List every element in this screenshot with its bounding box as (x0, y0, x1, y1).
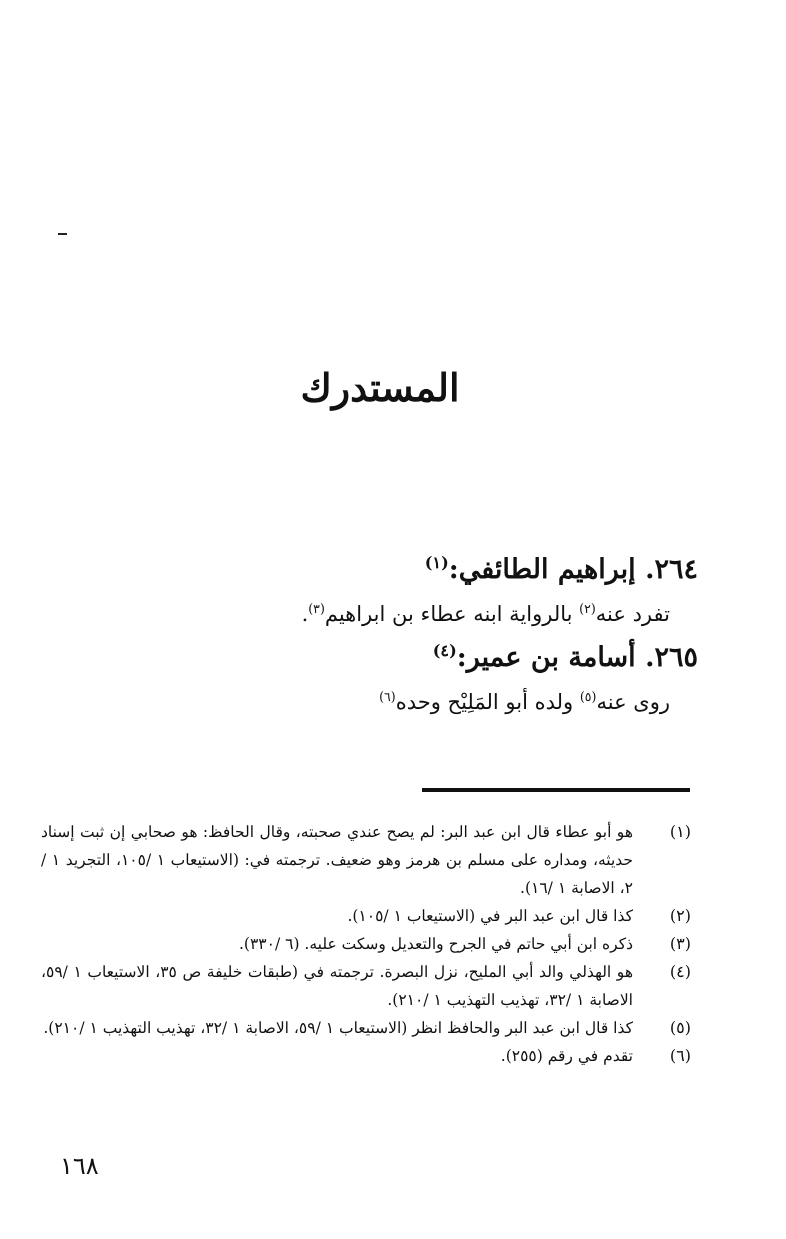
footnote-text: هو الهذلي والد أبي المليح، نزل البصرة. ترجمته في (طبقات خليفة ص ٣٥، الاستيعاب ١ /٥٩، الاصابة ١ /٣٢، تهذيب التهذيب ١ /٢١٠). (41, 963, 633, 1009)
footnote-separator (422, 788, 690, 792)
footnote-ref: (٦) (379, 689, 396, 704)
footnote-number: (٥) (669, 1018, 691, 1037)
footnote-number: (١) (669, 822, 691, 841)
footnote-item (41, 958, 691, 1014)
footnote-text: كذا قال ابن عبد البر والحافظ انظر (الاستيعاب ١ /٥٩، الاصابة ١ /٣٢، تهذيب التهذيب ١ /٢١٠). (43, 1019, 633, 1037)
footnote-item (41, 930, 691, 958)
footnote-text: ذكره ابن أبي حاتم في الجرح والتعديل وسكت عليه. (٦ /٣٣٠). (238, 935, 633, 953)
footnote-text: تقدم في رقم (٢٥٥). (500, 1047, 633, 1065)
entries-list (58, 548, 698, 724)
entry-text: بالرواية ابنه عطاء بن ابراهيم (324, 602, 580, 626)
footnote-ref: (٥) (579, 689, 597, 704)
entry-name: أسامة بن عمير: (456, 642, 636, 673)
entry-heading: ٢٦٥. أسامة بن عمير:$^{(٤)}$ (432, 641, 698, 673)
footnote-item (41, 818, 691, 902)
section-title: المستدرك (300, 365, 460, 410)
footnote-number: (٣) (669, 934, 691, 953)
entry-body (58, 592, 698, 636)
entry-text: روى عنه (596, 690, 670, 714)
entry-264 (58, 548, 698, 636)
entry-name: إبراهيم الطائفي: (448, 554, 636, 585)
footnote-ref: (٣) (308, 601, 325, 616)
entry-text: تفرد عنه (595, 602, 670, 626)
entry-number: ٢٦٤ (654, 554, 698, 585)
footnote-ref: (٢) (579, 601, 596, 616)
footnote-number: (٤) (669, 962, 691, 981)
margin-mark (58, 233, 67, 235)
footnote-item (41, 902, 691, 930)
page-number: ١٦٨ (60, 1152, 99, 1180)
entry-body (58, 680, 698, 724)
entry-heading: ٢٦٤. إبراهيم الطائفي:$^{(١)}$ (424, 553, 698, 585)
footnote-ref: (١) (424, 553, 449, 572)
entry-text: . (301, 602, 309, 626)
footnote-text: كذا قال ابن عبد البر في (الاستيعاب ١ /١٠٥). (347, 907, 633, 925)
footnote-item (41, 1014, 691, 1042)
entry-text: ولده أبو المَلِيْح وحده (395, 690, 580, 714)
footnote-number: (٢) (669, 906, 691, 925)
footnote-item (41, 1042, 691, 1070)
footnote-text: هو أبو عطاء قال ابن عبد البر: لم يصح عندي صحبته، وقال الحافظ: هو صحابي إن ثبت إسناد حديثه، ومداره على مسلم بن هرمز وهو ضعيف. ترجمته في: (الاستيعاب ١ /١٠٥، التجريد ١ /٢، الاصابة ١ /١٦). (41, 823, 633, 897)
footnote-number: (٦) (669, 1046, 691, 1065)
entry-number: ٢٦٥ (654, 642, 698, 673)
footnote-ref: (٤) (432, 641, 457, 660)
entry-265 (58, 636, 698, 724)
footnotes (41, 818, 691, 1070)
